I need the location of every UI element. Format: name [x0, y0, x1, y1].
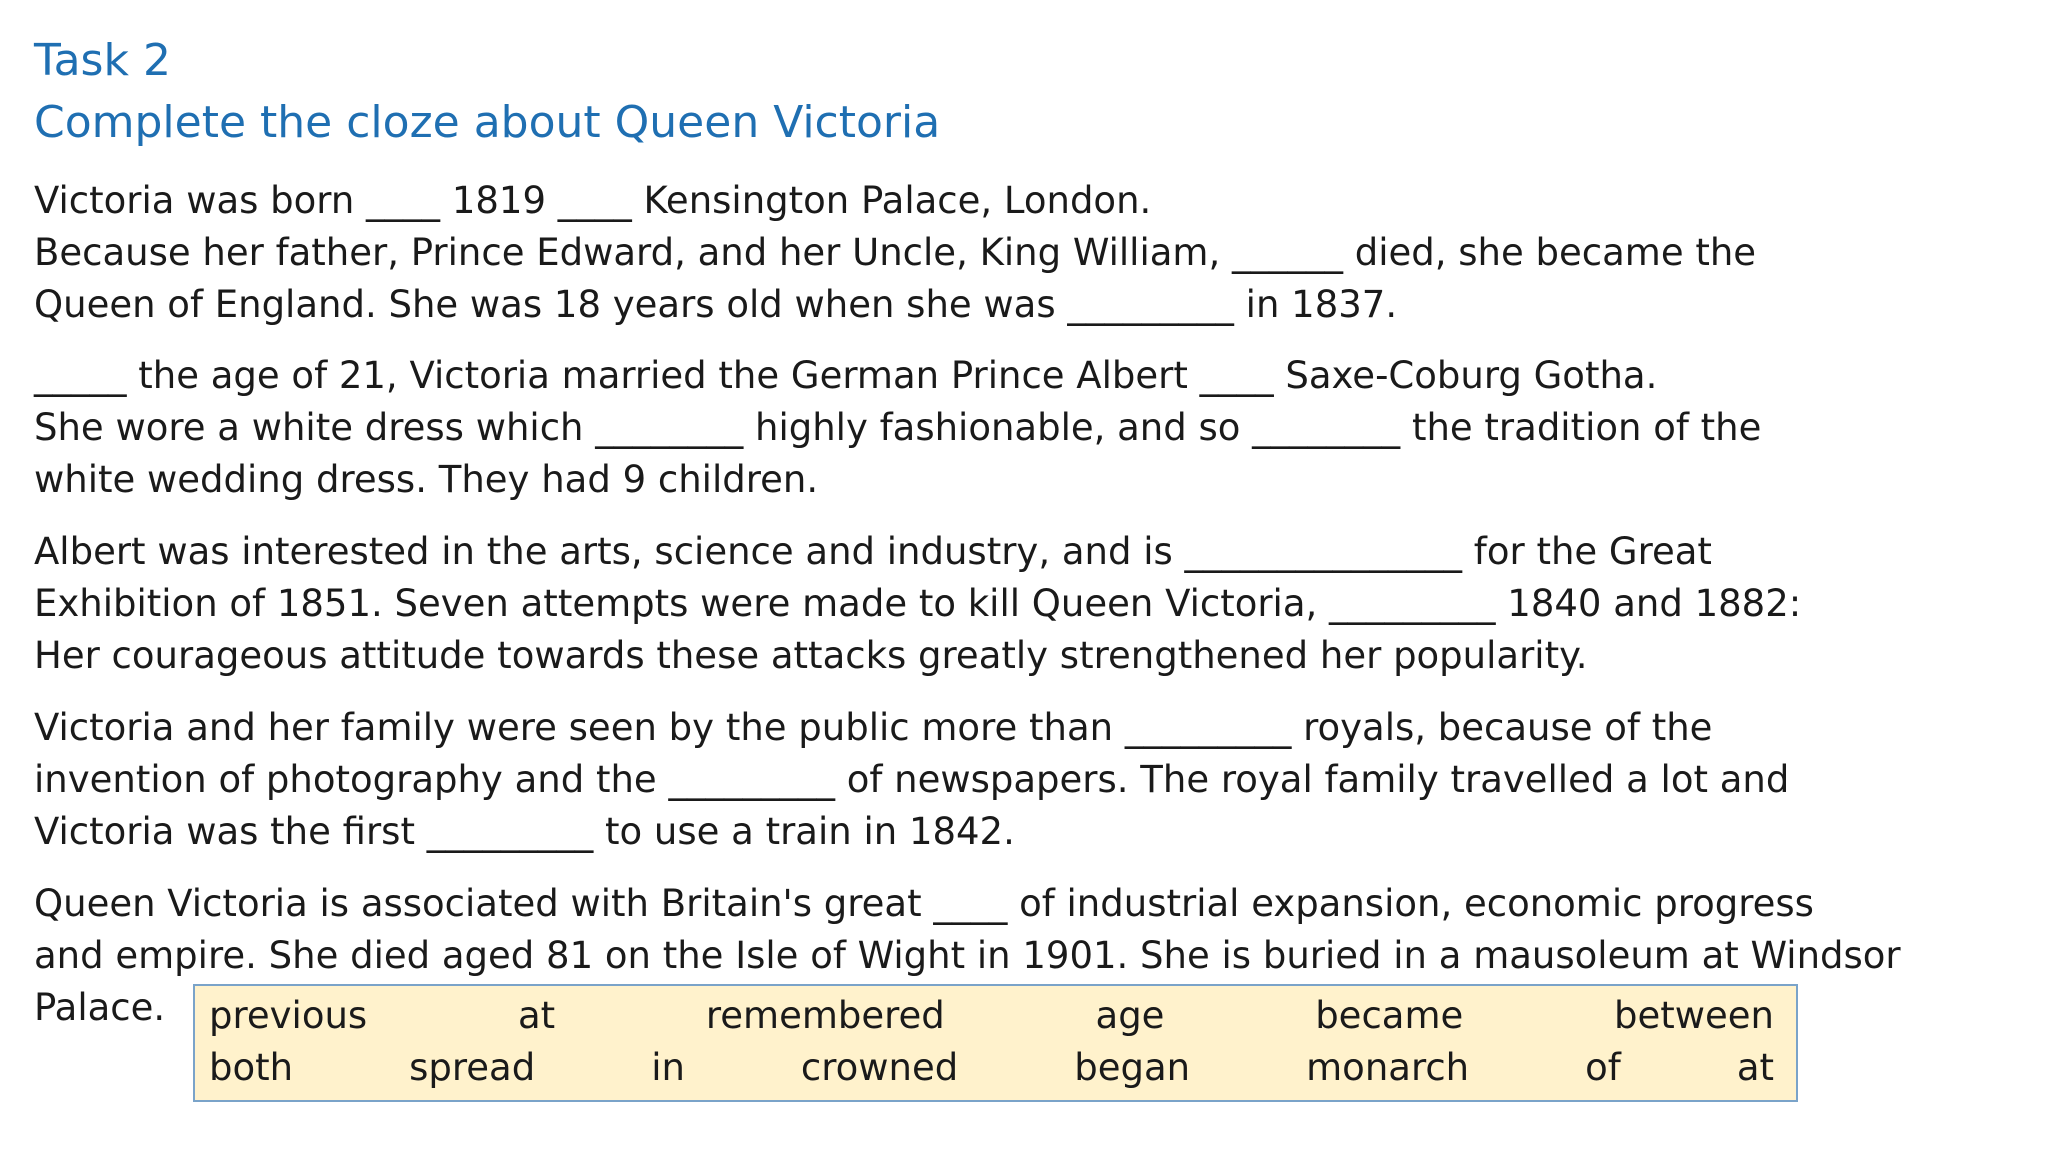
text-line: Queen of England. She was 18 years old when she was _________ in 1837.: [34, 283, 1398, 326]
word-bank-word: of: [1585, 1046, 1621, 1089]
task-instruction: Complete the cloze about Queen Victoria: [34, 97, 941, 148]
word-bank-word: previous: [209, 994, 368, 1037]
word-bank-word: between: [1614, 994, 1774, 1037]
word-bank-row: [209, 990, 1774, 1042]
text-line: and empire. She died aged 81 on the Isle of Wight in 1901. She is buried in a mausoleum at Windsor: [34, 934, 1901, 977]
word-bank-word: crowned: [800, 1046, 959, 1089]
text-line: Palace.: [34, 986, 166, 1029]
task-label: Task 2: [34, 35, 171, 86]
text-line: Victoria was born ____ 1819 ____ Kensington Palace, London.: [34, 179, 1152, 222]
word-bank-word: began: [1074, 1046, 1191, 1089]
paragraph-public: [34, 702, 1874, 858]
text-line: invention of photography and the _________ of newspapers. The royal family travelled a lot and: [34, 758, 1790, 801]
word-bank-word: spread: [409, 1046, 536, 1089]
word-bank-word: at: [517, 994, 556, 1037]
text-line: Exhibition of 1851. Seven attempts were made to kill Queen Victoria, _________ 1840 and 1882:: [34, 582, 1802, 625]
word-bank-word: at: [1736, 1046, 1774, 1089]
text-line: Her courageous attitude towards these attacks greatly strengthened her popularity.: [34, 634, 1588, 677]
text-line: _____ the age of 21, Victoria married the German Prince Albert ____ Saxe-Coburg Gotha.: [34, 354, 1658, 397]
word-bank-word: monarch: [1306, 1046, 1470, 1089]
text-line: Because her father, Prince Edward, and her Uncle, King William, ______ died, she became the: [34, 231, 1757, 274]
text-line: white wedding dress. They had 9 children.: [34, 458, 819, 501]
paragraph-birth: [34, 175, 1874, 331]
word-bank-row: [209, 1042, 1774, 1094]
word-bank-word: age: [1095, 994, 1165, 1037]
text-line: She wore a white dress which ________ highly fashionable, and so ________ the tradition of the: [34, 406, 1762, 449]
text-line: Victoria was the first _________ to use a train in 1842.: [34, 810, 1015, 853]
text-line: Queen Victoria is associated with Britain's great ____ of industrial expansion, economic progress: [34, 882, 1814, 925]
word-bank-word: became: [1315, 994, 1464, 1037]
text-line: Victoria and her family were seen by the public more than _________ royals, because of the: [34, 706, 1713, 749]
word-bank-word: remembered: [705, 994, 945, 1037]
text-line: Albert was interested in the arts, science and industry, and is _______________ for the Great: [34, 530, 1712, 573]
word-bank: [193, 984, 1798, 1102]
paragraph-marriage: [34, 350, 1874, 506]
paragraph-albert: [34, 526, 1874, 682]
word-bank-word: both: [209, 1046, 294, 1089]
word-bank-word: in: [651, 1046, 685, 1089]
